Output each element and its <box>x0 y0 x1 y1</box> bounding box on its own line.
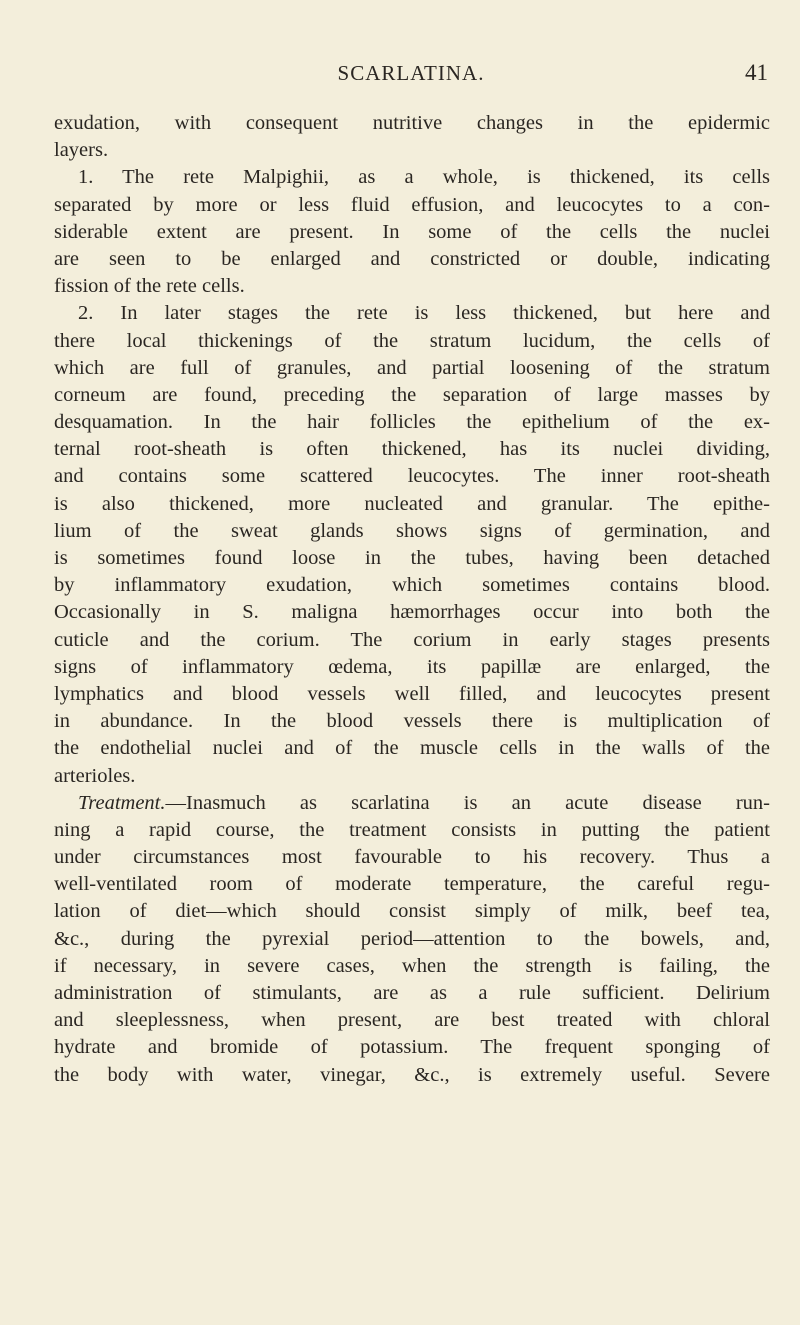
text-line: 1. The rete Malpighii, as a whole, is thickened, its cells <box>78 166 770 189</box>
text-line: exudation, with consequent nutritive changes in the epidermic <box>54 112 770 134</box>
text-line: corneum are found, preceding the separation of large masses by <box>54 383 770 406</box>
text-line: are seen to be enlarged and constricted or double, indicating <box>54 247 770 270</box>
text-line: &c., during the pyrexial period—attention to the bowels, and, <box>54 927 770 950</box>
text-line: and contains some scattered leucocytes. The inner root-sheath <box>54 465 770 488</box>
text-line: is sometimes found loose in the tubes, having been detached <box>54 547 770 569</box>
text-line: the endothelial nuclei and of the muscle cells in the walls of the <box>54 737 770 760</box>
text-line: by inflammatory exudation, which sometimes contains blood. <box>54 574 770 597</box>
running-title: SCARLATINA. <box>337 61 485 85</box>
text-line: siderable extent are present. In some of the cells the nuclei <box>54 220 770 243</box>
text-line: under circumstances most favourable to his recovery. Thus a <box>54 846 770 869</box>
text-line: arterioles. <box>54 764 136 787</box>
text-line: desquamation. In the hair follicles the epithelium of the ex- <box>54 411 770 434</box>
text-line: lation of diet—which should consist simply of milk, beef tea, <box>54 900 770 923</box>
body-text <box>54 110 770 1089</box>
section-heading-treatment: Treatment. <box>78 791 166 814</box>
text-line: ning a rapid course, the treatment consists in putting the patient <box>54 818 770 841</box>
text-line: which are full of granules, and partial loosening of the stratum <box>54 356 770 379</box>
text-line: lium of the sweat glands shows signs of germination, and <box>54 519 770 542</box>
text-line: layers. <box>54 139 109 162</box>
page-number: 41 <box>745 60 768 85</box>
text-line: lymphatics and blood vessels well filled, and leucocytes present <box>54 682 770 705</box>
text-line: and sleeplessness, when present, are best treated with chloral <box>54 1009 770 1032</box>
text-line: separated by more or less fluid effusion, and leucocytes to a con- <box>54 193 770 216</box>
text-line: is also thickened, more nucleated and granular. The epithe- <box>54 492 770 515</box>
text-line: signs of inflammatory œdema, its papillæ are enlarged, the <box>54 655 770 678</box>
text-line: in abundance. In the blood vessels there is multiplication of <box>54 710 770 733</box>
text-line: 2. In later stages the rete is less thickened, but here and <box>78 302 770 325</box>
text-line: well-ventilated room of moderate temperature, the careful regu- <box>54 873 770 896</box>
text-line: hydrate and bromide of potassium. The frequent sponging of <box>54 1036 770 1059</box>
running-head <box>54 58 768 88</box>
text-line: if necessary, in severe cases, when the strength is failing, the <box>54 954 770 977</box>
text-line: the body with water, vinegar, &c., is extremely useful. Severe <box>54 1063 770 1086</box>
text-line: there local thickenings of the stratum lucidum, the cells of <box>54 329 770 352</box>
text-line: ternal root-sheath is often thickened, has its nuclei dividing, <box>54 438 770 461</box>
text-line-rest: —Inasmuch as scarlatina is an acute disease run- <box>165 791 770 814</box>
text-line-treatment-heading <box>54 790 770 817</box>
text-line: administration of stimulants, are as a rule sufficient. Delirium <box>54 982 770 1004</box>
text-line: fission of the rete cells. <box>54 275 245 298</box>
text-line: cuticle and the corium. The corium in early stages presents <box>54 628 770 651</box>
text-line: Occasionally in S. maligna hæmorrhages occur into both the <box>54 601 770 624</box>
